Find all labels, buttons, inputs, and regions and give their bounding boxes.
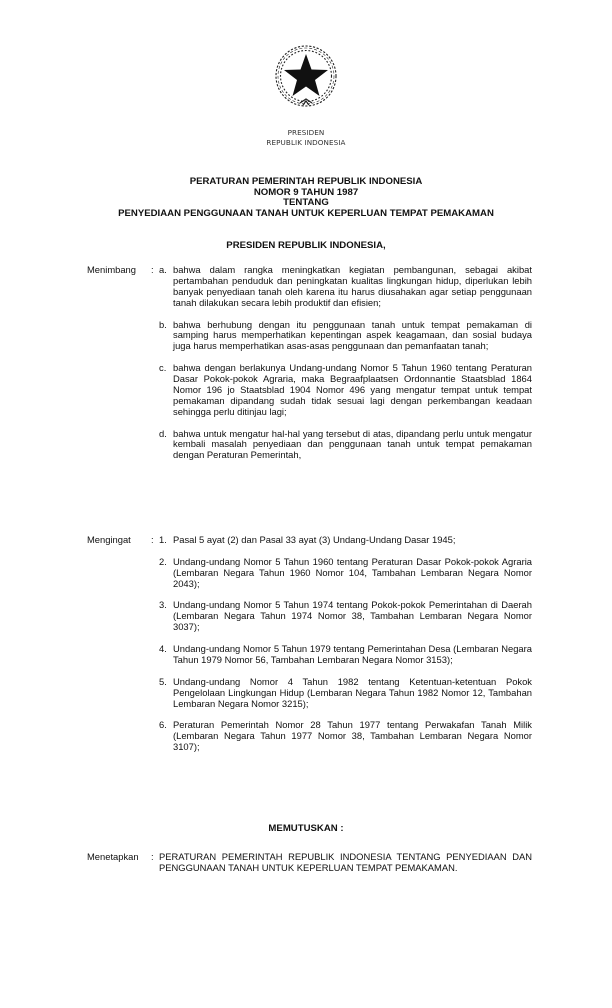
section-colon: :: [151, 851, 154, 862]
title-line-3: TENTANG: [283, 197, 329, 209]
president-line: PRESIDEN REPUBLIK INDONESIA,: [226, 240, 386, 251]
memutuskan-heading: MEMUTUSKAN :: [268, 823, 344, 834]
list-item: 5. Undang-undang Nomor 4 Tahun 1982 tentang Ketentuan-ketentuan Pokok Pengelolaan Lingkungan Hidup (Lembaran Negara Tahun 1982 Nomor 12, Tambahan Lembaran Negara Nomor 3215);: [159, 675, 532, 709]
section-colon: :: [151, 264, 154, 275]
title-line-2: NOMOR 9 TAHUN 1987: [253, 186, 359, 198]
caption-republik-indonesia: REPUBLIK INDONESIA: [266, 138, 346, 147]
list-item: b. bahwa berhubung dengan itu penggunaan tanah untuk tempat pemakaman di samping harus memperhatikan kepentingan aspek keagamaan, dan sosial budaya juga harus memperhatikan asas-asas penggunaan dan pemanfaatan tanah;: [159, 318, 532, 352]
menetapkan-text: PERATURAN PEMERINTAH REPUBLIK INDONESIA TENTANG PENYEDIAAN DAN PENGGUNAAN TANAH UNTUK KEPERLUAN TEMPAT PEMAKAMAN.: [159, 851, 532, 873]
section-label: Menetapkan: [87, 851, 139, 862]
list-item: d. bahwa untuk mengatur hal-hal yang tersebut di atas, dipandang perlu untuk mengatur kembali masalah penyediaan dan penggunaan tanah untuk tempat pemakaman dengan Peraturan Pemerintah,: [159, 427, 532, 461]
list-item: 2. Undang-undang Nomor 5 Tahun 1960 tentang Peraturan Dasar Pokok-pokok Agraria (Lembaran Negara Tahun 1960 Nomor 104, Tambahan Lembaran Negara Nomor 2043);: [159, 555, 532, 589]
list-item: c. bahwa dengan berlakunya Undang-undang Nomor 5 Tahun 1960 tentang Peraturan Dasar Pokok-pokok Agraria, maka Begraafplaatsen Ordonnantie Staatsblad 1864 Nomor 196 jo Staatsblad 1904 Nomor 496 yang mengatur tempat untuk tempat pemakaman dipandang sudah tidak sesuai lagi dengan perkembangan keadaan sehingga perlu ditinjau lagi;: [159, 362, 532, 417]
title-line-4: PENYEDIAAN PENGGUNAAN TANAH UNTUK KEPERLUAN TEMPAT PEMAKAMAN: [118, 207, 494, 219]
regulation-title: [0, 177, 612, 219]
section-label: Menimbang: [87, 264, 136, 275]
list-item: 6. Peraturan Pemerintah Nomor 28 Tahun 1977 tentang Perwakafan Tanah Milik (Lembaran Negara Tahun 1977 Nomor 38, Tambahan Lembaran Negara Nomor 3107);: [159, 719, 532, 753]
list-item: a. bahwa dalam rangka meningkatkan kegiatan pembangunan, sebagai akibat pertambahan penduduk dan peningkatan kualitas lingkungan hidup, diperlukan lebih banyak penyediaan tanah oleh karena itu harus diusahakan agar setiap penggunaan tanah dilakukan secara lebih produktif dan efisien;: [159, 264, 532, 308]
list-item: 3. Undang-undang Nomor 5 Tahun 1974 tentang Pokok-pokok Pemerintahan di Daerah (Lembaran Negara Tahun 1974 Nomor 38, Tambahan Lembaran Negara Nomor 3037);: [159, 599, 532, 633]
caption-presiden: PRESIDEN: [287, 128, 325, 137]
section-label: Mengingat: [87, 534, 131, 545]
section-menimbang: [87, 265, 532, 461]
section-menetapkan: [87, 852, 532, 874]
list-item: 1. Pasal 5 ayat (2) dan Pasal 33 ayat (3) Undang-Undang Dasar 1945;: [159, 534, 456, 545]
section-mengingat: [87, 535, 532, 753]
presidential-emblem-icon: [272, 43, 340, 111]
title-line-1: PERATURAN PEMERINTAH REPUBLIK INDONESIA: [189, 176, 423, 187]
section-colon: :: [151, 534, 154, 545]
list-item: 4. Undang-undang Nomor 5 Tahun 1979 tentang Pemerintahan Desa (Lembaran Negara Tahun 1979 Nomor 56, Tambahan Lembaran Negara Nomor 3153);: [159, 643, 532, 665]
